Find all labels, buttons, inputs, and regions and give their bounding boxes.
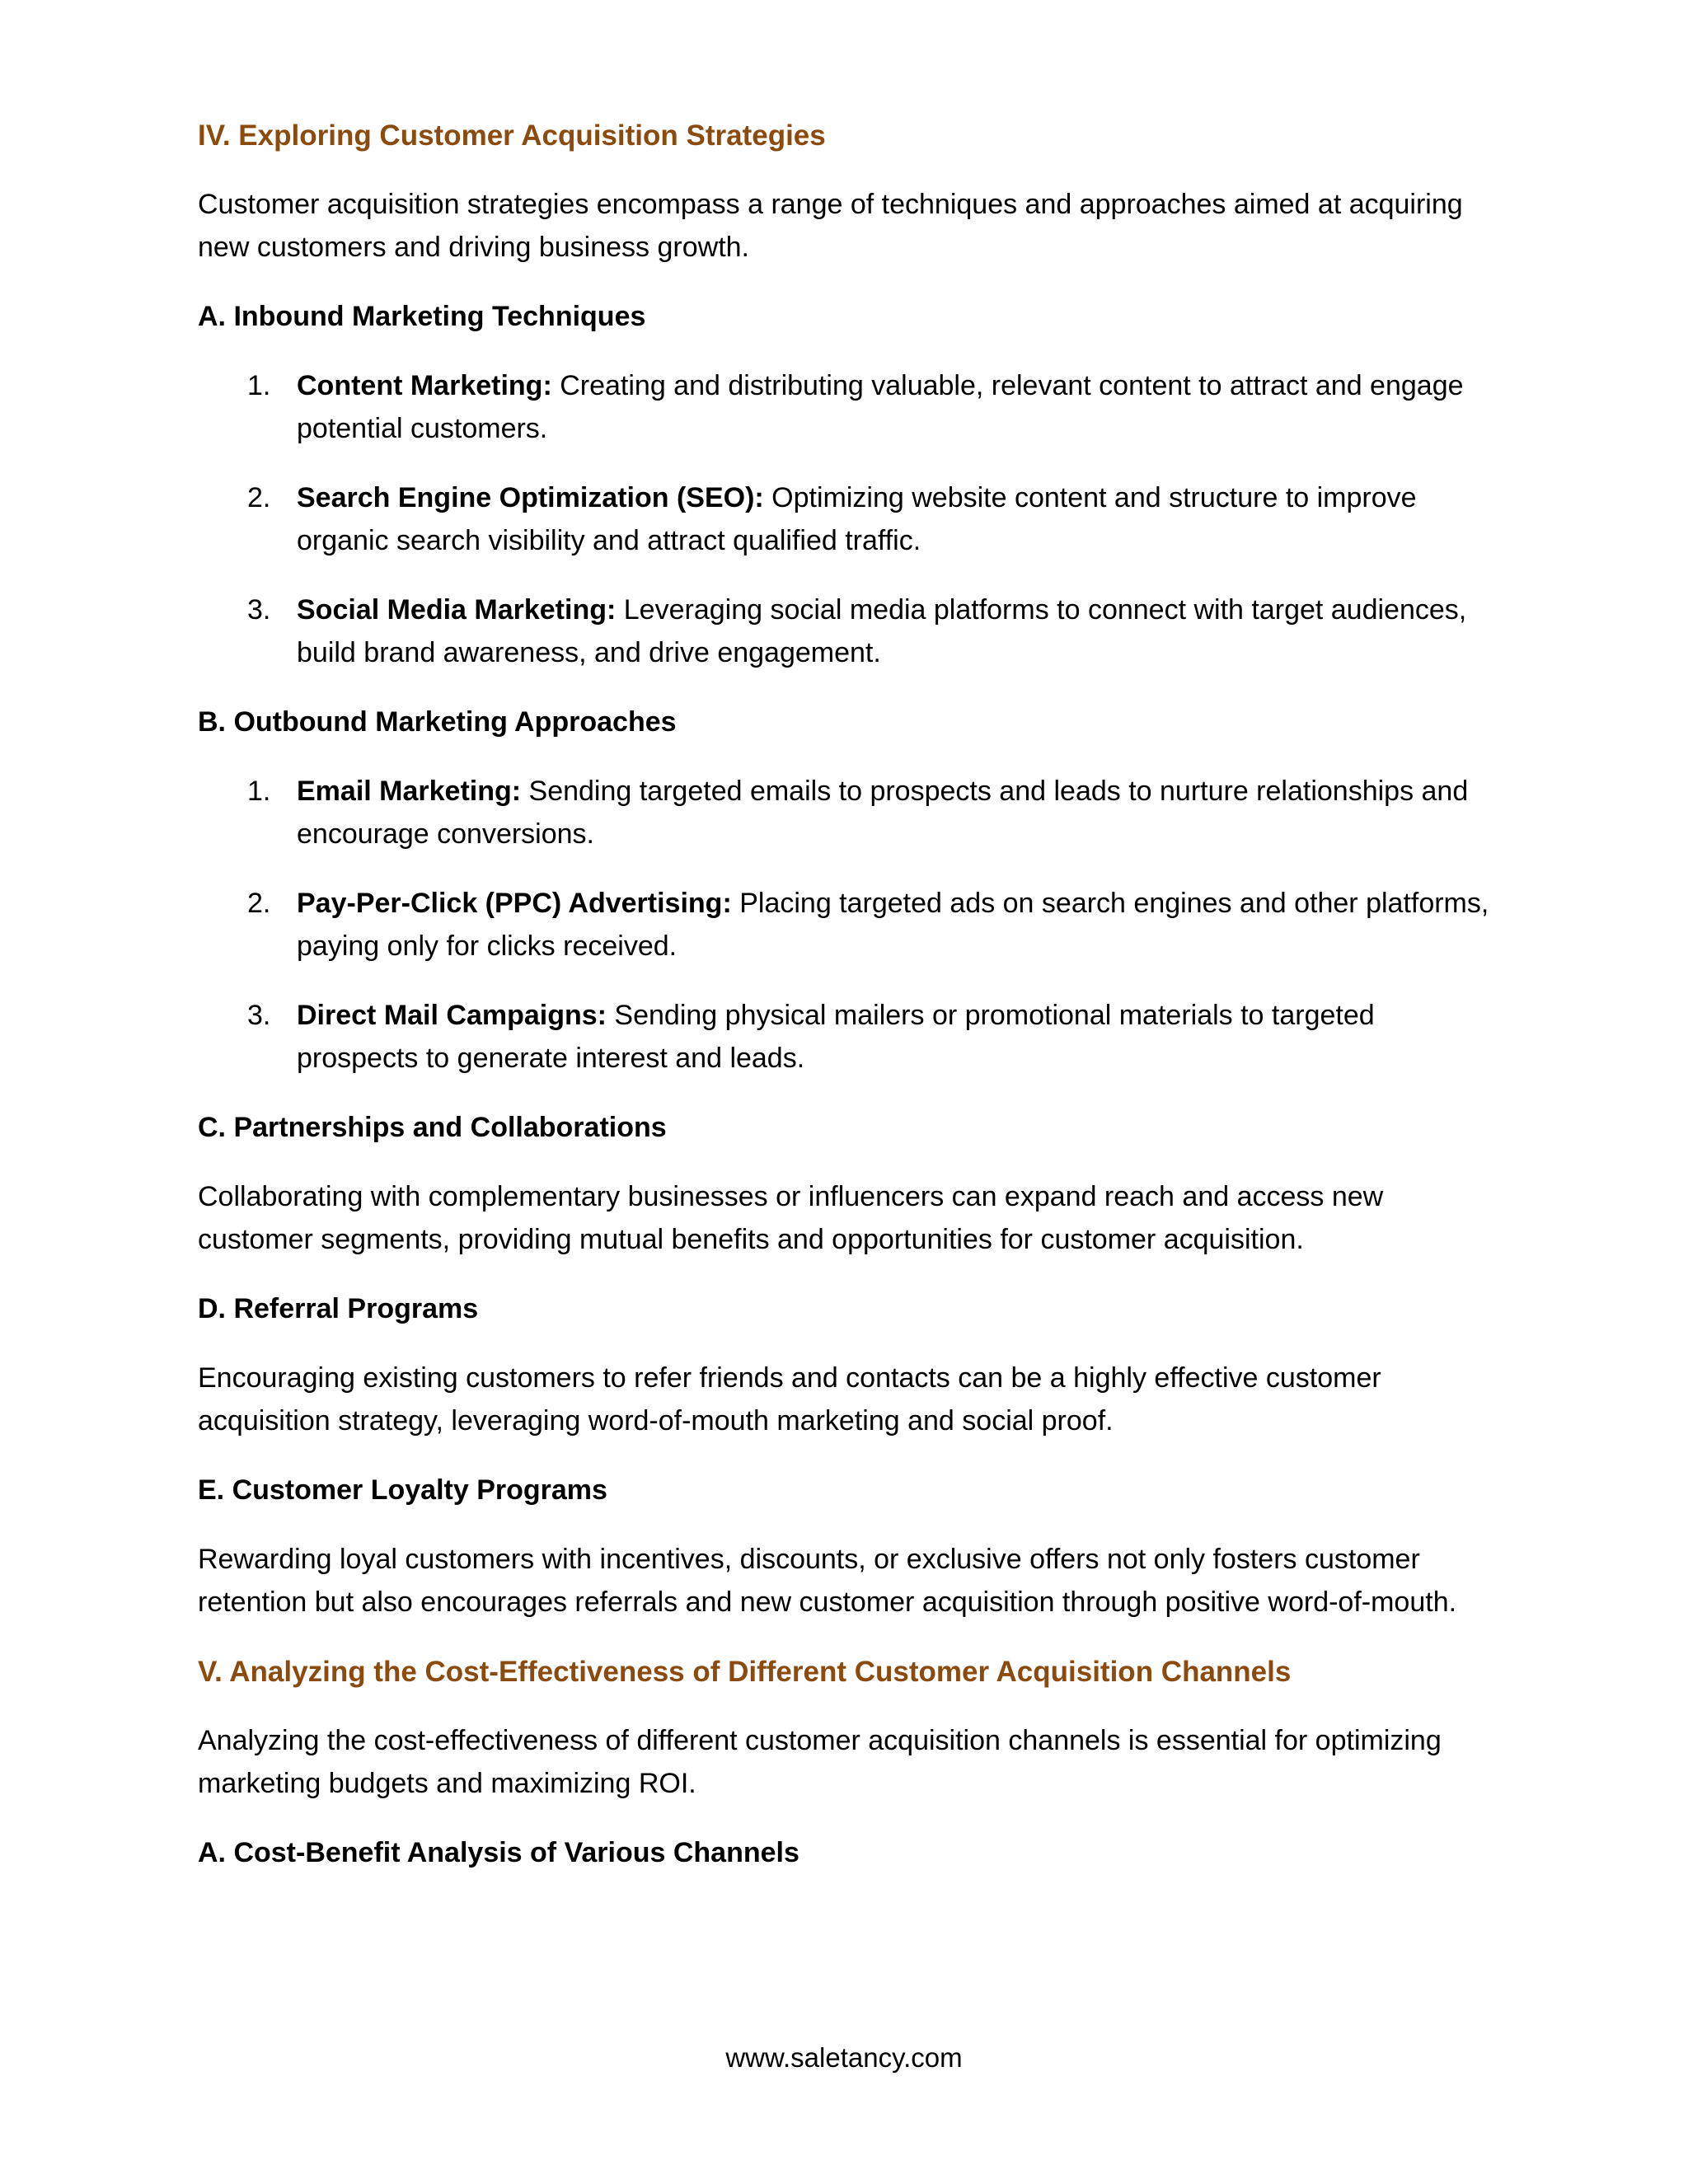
list-term: Content Marketing: xyxy=(297,370,552,401)
section-iv-intro: Customer acquisition strategies encompass a range of techniques and approaches aimed at acquiring new customers and driving business growth. xyxy=(198,189,1463,263)
list-item xyxy=(198,364,1492,450)
list-text: Leveraging social media platforms to connect with target audiences, build brand awareness, and drive engagement. xyxy=(297,594,1467,668)
list-number: 1. xyxy=(247,370,271,401)
list-item xyxy=(198,882,1492,968)
list-number: 1. xyxy=(247,776,271,807)
list-term: Social Media Marketing: xyxy=(297,594,617,626)
subheading-loyalty-programs: E. Customer Loyalty Programs xyxy=(198,1474,607,1506)
footer-website: www.saletancy.com xyxy=(725,2042,963,2073)
subheading-cost-benefit-analysis: A. Cost-Benefit Analysis of Various Channels xyxy=(198,1837,799,1868)
list-term: Email Marketing: xyxy=(297,776,522,807)
partnerships-body: Collaborating with complementary businesses or influencers can expand reach and access new customer segments, providing mutual benefits and opportunities for customer acquisition. xyxy=(198,1181,1384,1255)
list-number: 2. xyxy=(247,482,271,513)
list-text: Optimizing website content and structure to improve organic search visibility and attract qualified traffic. xyxy=(297,482,1417,556)
list-text: Sending physical mailers or promotional materials to targeted prospects to generate interest and leads. xyxy=(297,1000,1375,1074)
list-text: Placing targeted ads on search engines and other platforms, paying only for clicks received. xyxy=(297,888,1489,962)
referral-programs-body: Encouraging existing customers to refer friends and contacts can be a highly effective customer acquisition strategy, leveraging word-of-mouth marketing and social proof. xyxy=(198,1362,1381,1436)
inbound-marketing-list xyxy=(198,364,1492,674)
list-term: Pay-Per-Click (PPC) Advertising: xyxy=(297,888,732,919)
list-term: Direct Mail Campaigns: xyxy=(297,1000,607,1031)
list-number: 3. xyxy=(247,594,271,626)
section-v-intro: Analyzing the cost-effectiveness of different customer acquisition channels is essential for optimizing marketing budgets and maximizing ROI. xyxy=(198,1725,1442,1799)
subheading-outbound-marketing: B. Outbound Marketing Approaches xyxy=(198,706,677,738)
list-item xyxy=(198,476,1492,562)
list-item xyxy=(198,588,1492,674)
subheading-referral-programs: D. Referral Programs xyxy=(198,1293,479,1324)
section-title-v: V. Analyzing the Cost-Effectiveness of Different Customer Acquisition Channels xyxy=(198,1656,1292,1688)
list-term: Search Engine Optimization (SEO): xyxy=(297,482,764,513)
subheading-inbound-marketing: A. Inbound Marketing Techniques xyxy=(198,301,646,332)
list-item xyxy=(198,994,1492,1080)
list-number: 2. xyxy=(247,888,271,919)
list-text: Sending targeted emails to prospects and leads to nurture relationships and encourage conversions. xyxy=(297,776,1469,850)
section-title-iv: IV. Exploring Customer Acquisition Strategies xyxy=(198,120,826,152)
loyalty-programs-body: Rewarding loyal customers with incentives, discounts, or exclusive offers not only fosters customer retention but also encourages referrals and new customer acquisition through positive word-of-mouth. xyxy=(198,1544,1457,1618)
outbound-marketing-list xyxy=(198,770,1492,1080)
subheading-partnerships: C. Partnerships and Collaborations xyxy=(198,1112,667,1143)
list-text: Creating and distributing valuable, relevant content to attract and engage potential customers. xyxy=(297,370,1464,444)
list-number: 3. xyxy=(247,1000,271,1031)
list-item xyxy=(198,770,1492,855)
